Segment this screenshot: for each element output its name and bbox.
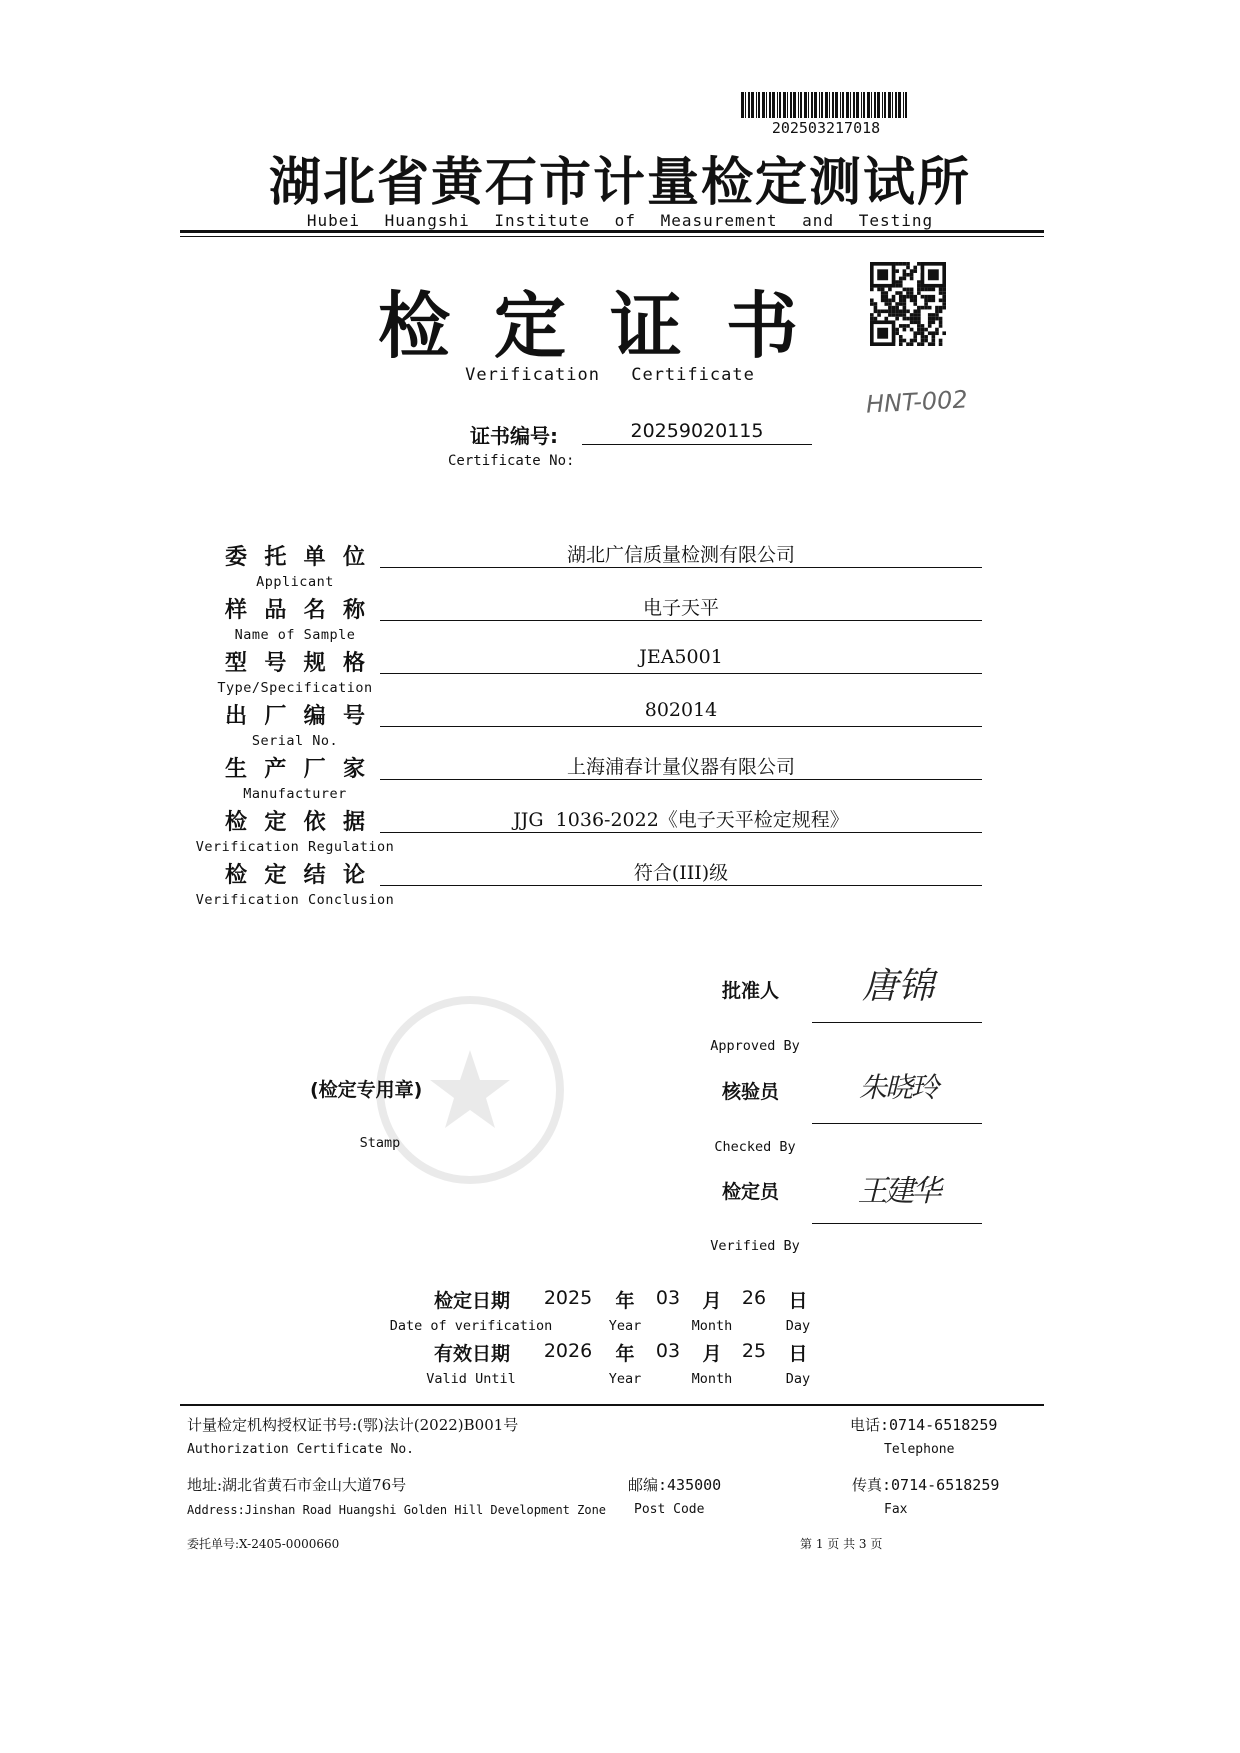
field-label-cn: 型号规格 [225,651,365,676]
verification-day: 26 [741,1287,767,1309]
field-underline [380,620,982,621]
approved-by-signature: 唐锦 [861,966,934,1007]
month-unit-en: Month [691,1371,733,1387]
valid-until-label: 有效日期 [434,1343,511,1365]
month-unit-en: Month [691,1318,733,1334]
postcode-label-en: Post Code [634,1502,705,1517]
verification-date-label: 检定日期 [434,1290,511,1312]
field-underline [380,726,982,727]
year-unit: 年 [615,1290,635,1312]
field-label-cn: 生产厂家 [225,757,365,782]
field-value: 电子天平 [642,597,719,619]
field-underline [380,673,982,674]
header-divider [180,230,1044,233]
telephone: 电话:0714-6518259 [850,1416,998,1434]
field-label-en: Name of Sample [234,627,356,643]
field-underline [380,885,982,886]
checked-by-line [812,1123,982,1124]
field-label-cn: 检定结论 [225,863,365,888]
verification-year: 2025 [543,1287,593,1309]
page-number: 第 1 页 共 3 页 [800,1537,883,1551]
year-unit: 年 [615,1343,635,1365]
certificate-number: 20259020115 [630,420,764,442]
approved-by-line [812,1022,982,1023]
field-underline [380,567,982,568]
year-unit-en: Year [608,1371,642,1387]
authorization-number: 计量检定机构授权证书号:(鄂)法计(2022)B001号 [187,1416,519,1434]
verified-by-label: 检定员 [722,1181,780,1203]
institute-name-cn: 湖北省黄石市计量检定测试所 [268,153,971,213]
checked-by-signature: 朱晓玲 [858,1071,937,1104]
field-label-en: Manufacturer [243,786,347,802]
field-label-en: Serial No. [251,733,339,749]
valid-until-day: 25 [741,1340,767,1362]
field-label-en: Applicant [256,574,334,590]
day-unit: 日 [788,1343,808,1365]
header-divider-thin [180,236,1044,237]
field-label-cn: 检定依据 [225,810,365,835]
checked-by-label: 核验员 [722,1081,780,1103]
field-label-cn: 样品名称 [225,598,365,623]
field-value: JEA5001 [639,646,723,668]
verified-by-line [812,1223,982,1224]
verification-date-label-en: Date of verification [389,1318,553,1334]
field-label-cn: 出厂编号 [225,704,365,729]
field-value: 802014 [644,699,718,721]
stamp-label-en: Stamp [359,1135,401,1151]
footer-divider [180,1404,1044,1406]
fax: 传真:0714-6518259 [852,1476,1000,1494]
verification-month: 03 [655,1287,681,1309]
barcode [741,92,911,118]
field-value: JJG 1036-2022《电子天平检定规程》 [513,809,849,831]
month-unit: 月 [702,1343,722,1365]
postcode: 邮编:435000 [628,1476,722,1494]
month-unit: 月 [702,1290,722,1312]
fax-label-en: Fax [884,1502,908,1517]
address-en: Address:Jinshan Road Huangshi Golden Hill Development Zone [187,1503,607,1517]
handwritten-code: HNT-002 [865,385,969,419]
certificate-number-underline [582,444,812,445]
certificate-number-label: 证书编号: [470,424,558,448]
year-unit-en: Year [608,1318,642,1334]
valid-until-label-en: Valid Until [426,1371,516,1387]
day-unit: 日 [788,1290,808,1312]
stamp-label: (检定专用章) [310,1079,423,1101]
field-underline [380,832,982,833]
field-value: 湖北广信质量检测有限公司 [566,544,795,566]
approved-by-label-en: Approved By [710,1038,800,1054]
field-value: 上海浦春计量仪器有限公司 [566,756,795,778]
valid-until-month: 03 [655,1340,681,1362]
day-unit-en: Day [785,1318,811,1334]
barcode-number: 202503217018 [771,119,881,137]
field-label-en: Verification Regulation [195,839,395,855]
field-underline [380,779,982,780]
verified-by-label-en: Verified By [710,1238,800,1254]
valid-until-year: 2026 [543,1340,593,1362]
certificate-number-label-en: Certificate No: [448,453,575,469]
order-number: 委托单号:X-2405-0000660 [187,1537,340,1551]
authorization-label-en: Authorization Certificate No. [187,1442,414,1457]
field-label-cn: 委托单位 [225,545,365,570]
qr-code [870,262,946,346]
verified-by-signature: 王建华 [857,1174,939,1209]
field-label-en: Verification Conclusion [195,892,395,908]
checked-by-label-en: Checked By [714,1139,796,1155]
field-label-en: Type/Specification [217,680,373,696]
address: 地址:湖北省黄石市金山大道76号 [187,1476,407,1494]
telephone-label-en: Telephone [884,1442,955,1457]
field-value: 符合(III)级 [633,862,729,884]
certificate-title-cn: 检定证书 [377,284,842,368]
day-unit-en: Day [785,1371,811,1387]
certificate-title-en: Verification Certificate [465,365,755,385]
approved-by-label: 批准人 [722,980,780,1002]
institute-name-en: Hubei Huangshi Institute of Measurement and Testing [306,211,934,230]
